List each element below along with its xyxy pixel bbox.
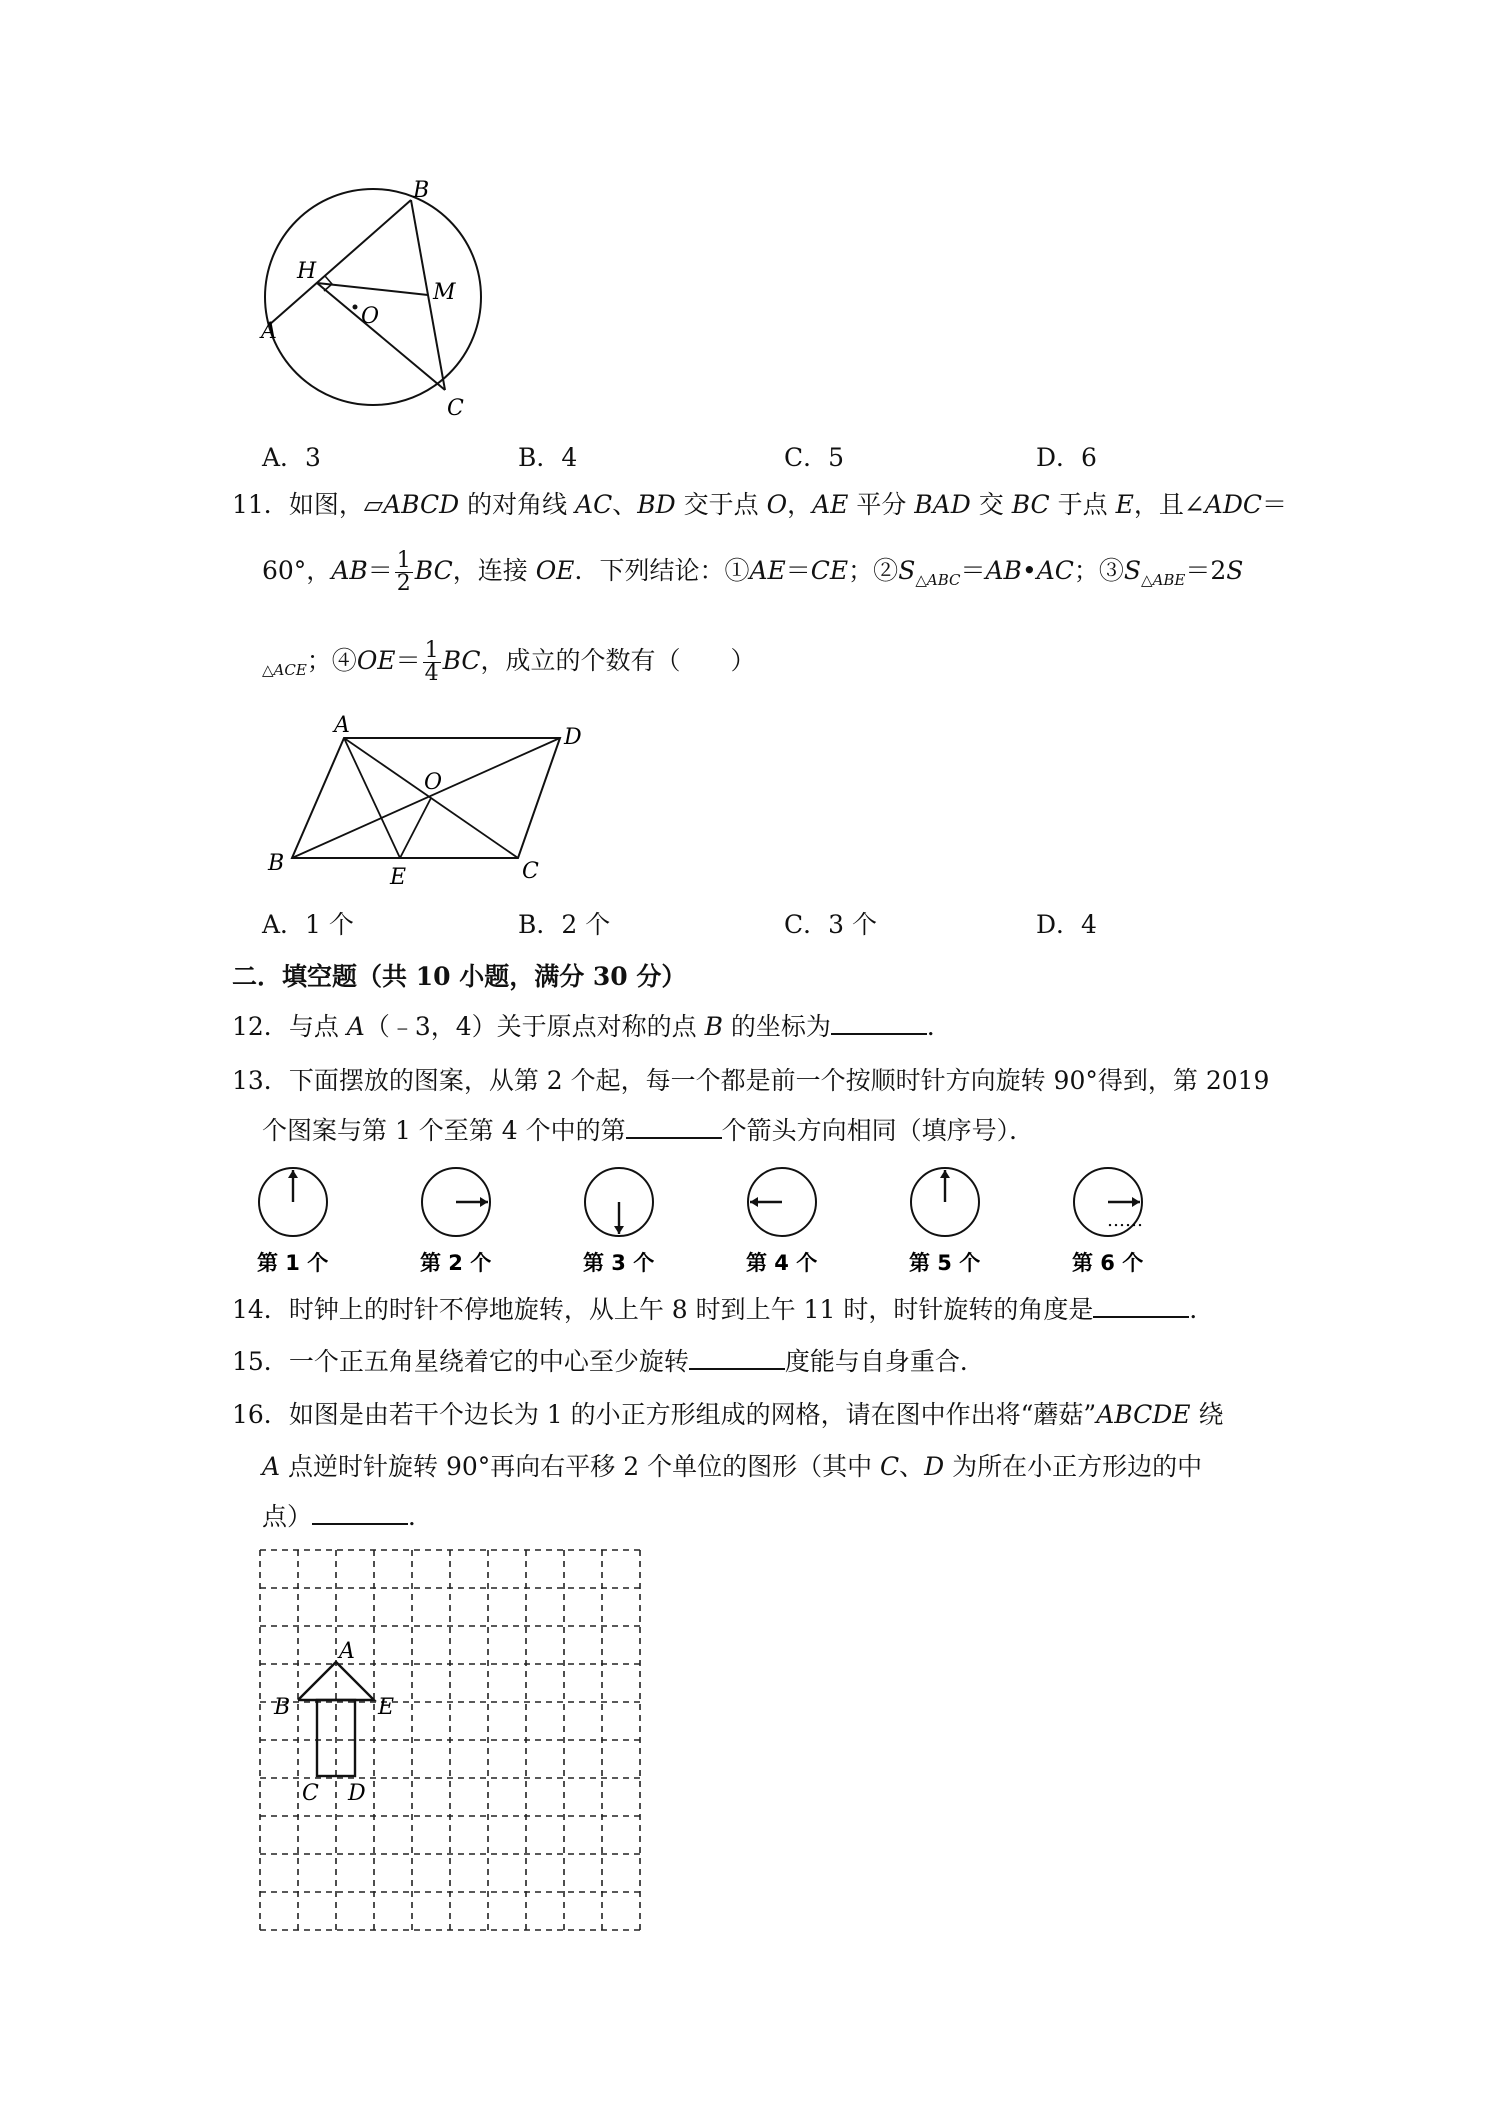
clock-label: 第 5 个 <box>909 1251 981 1275</box>
q12: 12．与点 A（﹣3，4）关于原点对称的点 B 的坐标为 ． <box>232 1012 952 1041</box>
parallelogram-icon: ▱ <box>363 490 384 519</box>
q13-clock-1 <box>257 1168 328 1275</box>
q16-label-E: E <box>378 1695 395 1720</box>
q11-diagonal-BD <box>292 738 560 858</box>
q11-line-AE <box>344 738 400 858</box>
q15: 15．一个正五角星绕着它的中心至少旋转 度能与自身重合． <box>232 1347 985 1376</box>
arrowhead-icon <box>1132 1197 1140 1207</box>
answer-blank[interactable] <box>1093 1294 1189 1318</box>
q11-label-C: C <box>522 859 539 884</box>
q10-label-H: H <box>297 259 317 284</box>
q16-grid-figure[interactable] <box>258 1548 648 1938</box>
clock-label: 第 4 个 <box>746 1251 818 1275</box>
q13-line-1: 13．下面摆放的图案，从第 2 个起，每一个都是前一个按顺时针方向旋转 90°得到，第 2019 <box>232 1066 1270 1095</box>
answer-blank[interactable] <box>689 1346 785 1370</box>
q13-clock-4 <box>746 1168 817 1275</box>
q11-option-b: B．2 个 <box>518 910 611 939</box>
q11-label-A: A <box>334 713 350 738</box>
clock-label: 第 2 个 <box>420 1251 492 1275</box>
arrowhead-icon <box>288 1170 298 1178</box>
clock-label: 第 6 个 <box>1072 1251 1144 1275</box>
answer-blank[interactable] <box>831 1011 927 1035</box>
q16-line-3: 点） ． <box>262 1502 434 1531</box>
q11-line-3: $_{\triangle ACE}$；④OE＝ $\frac{1}{4}$ BC，成立的个数有（ ） <box>262 638 756 686</box>
arrowhead-icon <box>750 1197 758 1207</box>
q14: 14．时钟上的时针不停地旋转，从上午 8 时到上午 11 时，时针旋转的角度是 ． <box>232 1295 1215 1324</box>
q11-option-d: D．4 <box>1036 910 1097 939</box>
q11-line-1: 11．如图，▱ABCD 的对角线 AC、BD 交于点 O，AE 平分 BAD 交 BC 于点 E，且∠ADC＝ <box>232 490 1288 519</box>
q16-line-2: A 点逆时针旋转 90°再向右平移 2 个单位的图形（其中 C、D 为所在小正方形边的中 <box>262 1452 1203 1481</box>
q13-clock-5 <box>909 1168 980 1275</box>
q11-number: 11． <box>232 490 289 519</box>
q10-option-a: A．3 <box>262 443 321 472</box>
q10-line-HM <box>317 283 428 295</box>
arrowhead-icon <box>614 1226 624 1234</box>
q11-label-B: B <box>268 851 285 876</box>
q11-option-c: C．3 个 <box>784 910 877 939</box>
clock-label: 第 1 个 <box>257 1251 329 1275</box>
q10-label-C: C <box>447 396 464 420</box>
q13-line-2: 个图案与第 1 个至第 4 个中的第 个箭头方向相同（填序号）． <box>262 1116 1035 1145</box>
q10-label-O: O <box>361 304 380 329</box>
q11-line-2: 60°，AB＝ $\frac{1}{2}$ BC，连接 OE．下列结论：①AE＝CE；$②S_{\triangle ABC}=AB•AC$；$③S_{\triangle ABE}=2S$ <box>262 548 1244 596</box>
q10-option-b: B．4 <box>518 443 578 472</box>
q16-label-C: C <box>302 1781 319 1806</box>
q16-label-B: B <box>274 1695 291 1720</box>
q13-clock-3 <box>583 1168 654 1275</box>
q10-line-HC <box>317 283 445 390</box>
q10-figure <box>255 175 505 420</box>
q10-label-M: M <box>433 280 456 305</box>
section-2-title: 二．填空题（共 10 小题，满分 30 分） <box>232 962 687 991</box>
q10-option-c: C．5 <box>784 443 845 472</box>
clock-label: 第 3 个 <box>583 1251 655 1275</box>
q11-figure <box>262 710 602 892</box>
q16-line-1: 16．如图是由若干个边长为 1 的小正方形组成的网格，请在图中作出将“蘑菇”ABCDE 绕 <box>232 1400 1224 1429</box>
q11-label-D: D <box>564 725 582 750</box>
fraction-one-quarter: $\frac{1}{4}$ <box>424 638 439 686</box>
fraction-one-half: $\frac{1}{2}$ <box>396 548 411 596</box>
q10-label-B: B <box>413 178 430 203</box>
arrowhead-icon <box>940 1170 950 1178</box>
q11-label-E: E <box>390 865 407 890</box>
q13-clock-2 <box>420 1168 491 1275</box>
arrowhead-icon <box>480 1197 488 1207</box>
q13-clock-figure <box>255 1158 1195 1276</box>
q11-label-O: O <box>424 770 443 795</box>
q10-center-dot <box>353 305 358 310</box>
q11-option-a: A．1 个 <box>262 910 354 939</box>
q10-option-d: D．6 <box>1036 443 1097 472</box>
answer-blank[interactable] <box>626 1115 722 1139</box>
q10-label-A: A <box>261 319 277 344</box>
q13-ellipsis: …… <box>1107 1210 1143 1231</box>
answer-blank[interactable] <box>312 1501 408 1525</box>
q16-label-D: D <box>348 1781 366 1806</box>
q16-label-A: A <box>339 1639 355 1664</box>
q10-line-AB <box>269 200 411 325</box>
